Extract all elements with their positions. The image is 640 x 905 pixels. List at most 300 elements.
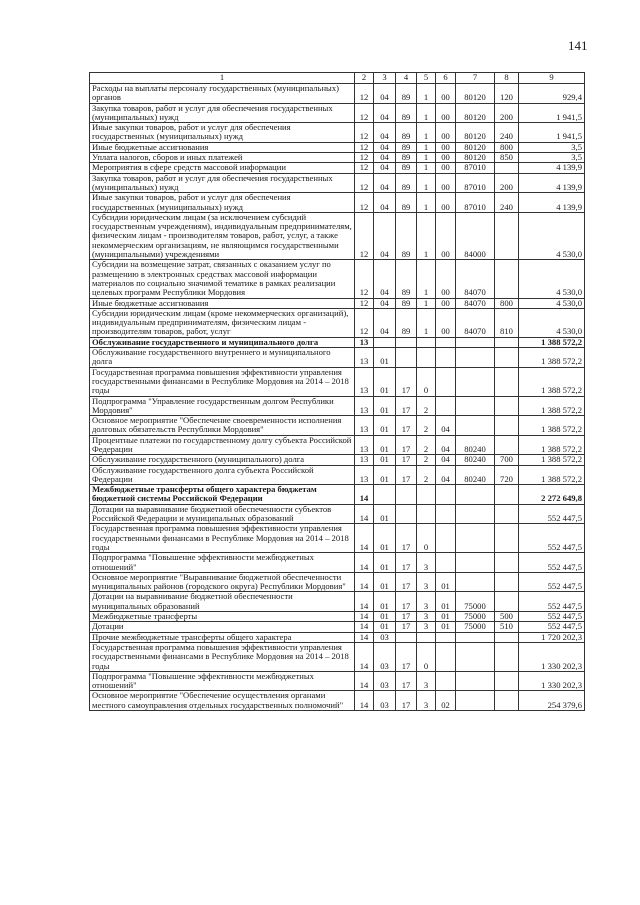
row-amount-cell: 4 139,9 (519, 173, 585, 193)
row-code-cell: 1 (417, 193, 436, 213)
row-code-cell: 04 (374, 212, 396, 259)
row-code-cell (456, 553, 495, 573)
row-name-cell: Иные закупки товаров, работ и услуг для обеспечения государственных (муниципальных) нужд (90, 193, 355, 213)
row-code-cell: 1 (417, 308, 436, 337)
row-amount-cell: 929,4 (519, 84, 585, 104)
row-code-cell (456, 632, 495, 642)
row-code-cell: 00 (436, 123, 456, 143)
table-row (90, 84, 585, 104)
column-header: 6 (436, 73, 456, 84)
row-code-cell: 3 (417, 592, 436, 612)
column-header: 8 (495, 73, 519, 84)
row-amount-cell: 1 330 202,3 (519, 671, 585, 691)
row-code-cell: 2 (417, 465, 436, 485)
row-name-cell: Субсидии на возмещение затрат, связанных с оказанием услуг по размещению в электронных средствах массовой информации материалов по социально значимой тематике в рамках реализации целевых программ Республики Мордовия (90, 260, 355, 298)
row-code-cell: 700 (495, 455, 519, 465)
row-name-cell: Закупка товаров, работ и услуг для обеспечения государственных (муниципальных) нужд (90, 173, 355, 193)
table-row (90, 298, 585, 308)
row-code-cell: 12 (355, 103, 374, 123)
row-code-cell: 80240 (456, 465, 495, 485)
table-header-row (90, 73, 585, 84)
row-name-cell: Основное мероприятие "Выравнивание бюджетной обеспеченности муниципальных районов (городского округа) Республики Мордовия" (90, 572, 355, 592)
row-code-cell: 17 (396, 572, 417, 592)
row-amount-cell: 1 720 202,3 (519, 632, 585, 642)
table-row (90, 612, 585, 622)
row-code-cell (456, 691, 495, 711)
row-code-cell: 17 (396, 524, 417, 553)
row-code-cell: 1 (417, 123, 436, 143)
table-row (90, 691, 585, 711)
row-code-cell: 1 (417, 173, 436, 193)
row-code-cell (374, 337, 396, 347)
row-code-cell: 84000 (456, 212, 495, 259)
column-header: 5 (417, 73, 436, 84)
table-row (90, 553, 585, 573)
table-row (90, 337, 585, 347)
row-code-cell (436, 504, 456, 524)
row-code-cell: 04 (374, 103, 396, 123)
table-row (90, 367, 585, 396)
row-code-cell (456, 572, 495, 592)
row-code-cell: 1 (417, 103, 436, 123)
row-code-cell: 12 (355, 173, 374, 193)
row-code-cell: 3 (417, 612, 436, 622)
row-code-cell (374, 485, 396, 505)
row-code-cell: 14 (355, 632, 374, 642)
row-code-cell: 810 (495, 308, 519, 337)
row-code-cell: 75000 (456, 622, 495, 632)
row-code-cell: 01 (374, 553, 396, 573)
row-code-cell (417, 337, 436, 347)
table-row (90, 212, 585, 259)
row-code-cell (495, 396, 519, 416)
row-code-cell (456, 348, 495, 368)
table-row (90, 504, 585, 524)
row-code-cell: 14 (355, 553, 374, 573)
row-code-cell (417, 632, 436, 642)
row-code-cell: 02 (436, 691, 456, 711)
row-code-cell (456, 504, 495, 524)
table-row (90, 260, 585, 298)
row-code-cell: 01 (374, 592, 396, 612)
row-code-cell: 01 (374, 416, 396, 436)
row-code-cell (495, 163, 519, 173)
row-code-cell: 00 (436, 298, 456, 308)
row-code-cell (396, 485, 417, 505)
row-code-cell: 240 (495, 123, 519, 143)
row-code-cell (495, 435, 519, 455)
row-code-cell: 2 (417, 416, 436, 436)
row-code-cell: 12 (355, 298, 374, 308)
row-code-cell: 13 (355, 348, 374, 368)
row-code-cell (495, 367, 519, 396)
row-code-cell: 01 (374, 367, 396, 396)
row-name-cell: Подпрограмма "Повышение эффективности межбюджетных отношений" (90, 671, 355, 691)
row-code-cell: 17 (396, 612, 417, 622)
row-code-cell: 13 (355, 337, 374, 347)
table-row (90, 173, 585, 193)
row-code-cell: 1 (417, 298, 436, 308)
row-code-cell: 17 (396, 592, 417, 612)
row-code-cell: 03 (374, 691, 396, 711)
row-code-cell (456, 367, 495, 396)
row-code-cell: 3 (417, 553, 436, 573)
row-code-cell: 2 (417, 435, 436, 455)
row-code-cell: 3 (417, 671, 436, 691)
row-code-cell: 00 (436, 84, 456, 104)
row-code-cell: 17 (396, 367, 417, 396)
row-code-cell: 01 (374, 465, 396, 485)
row-code-cell: 14 (355, 642, 374, 671)
row-code-cell (396, 337, 417, 347)
row-code-cell: 12 (355, 308, 374, 337)
row-name-cell: Основное мероприятие "Обеспечение осуществления органами местного самоуправления отдельных государственных полномочий" (90, 691, 355, 711)
row-code-cell (436, 553, 456, 573)
row-code-cell: 0 (417, 524, 436, 553)
table-row (90, 163, 585, 173)
row-amount-cell: 552 447,5 (519, 622, 585, 632)
column-header: 7 (456, 73, 495, 84)
row-name-cell: Основное мероприятие "Обеспечение своевременности исполнения долговых обязательств Республики Мордовия" (90, 416, 355, 436)
row-code-cell (495, 504, 519, 524)
row-code-cell: 13 (355, 455, 374, 465)
row-code-cell: 89 (396, 173, 417, 193)
row-code-cell: 14 (355, 622, 374, 632)
row-code-cell: 84070 (456, 260, 495, 298)
row-amount-cell: 1 388 572,2 (519, 435, 585, 455)
row-code-cell (396, 632, 417, 642)
row-code-cell (396, 348, 417, 368)
row-code-cell (495, 691, 519, 711)
row-amount-cell: 552 447,5 (519, 524, 585, 553)
row-code-cell: 89 (396, 163, 417, 173)
row-code-cell: 12 (355, 84, 374, 104)
row-name-cell: Подпрограмма "Управление государственным долгом Республики Мордовия" (90, 396, 355, 416)
row-code-cell (436, 348, 456, 368)
row-amount-cell: 552 447,5 (519, 572, 585, 592)
row-code-cell (436, 671, 456, 691)
row-code-cell: 89 (396, 260, 417, 298)
table-row (90, 123, 585, 143)
row-code-cell: 500 (495, 612, 519, 622)
column-header: 1 (90, 73, 355, 84)
row-code-cell: 04 (374, 123, 396, 143)
row-code-cell (417, 504, 436, 524)
row-amount-cell: 4 139,9 (519, 163, 585, 173)
row-name-cell: Обслуживание государственного внутреннего и муниципального долга (90, 348, 355, 368)
row-code-cell: 00 (436, 153, 456, 163)
row-code-cell: 89 (396, 193, 417, 213)
row-code-cell: 04 (436, 465, 456, 485)
row-name-cell: Мероприятия в сфере средств массовой информации (90, 163, 355, 173)
row-code-cell: 04 (374, 163, 396, 173)
row-name-cell: Процентные платежи по государственному долгу субъекта Российской Федерации (90, 435, 355, 455)
row-code-cell (495, 632, 519, 642)
column-header: 3 (374, 73, 396, 84)
table-row (90, 642, 585, 671)
row-code-cell (456, 416, 495, 436)
row-name-cell: Государственная программа повышения эффективности управления государственными финансами в Республике Мордовия на 2014 – 2018 годы (90, 367, 355, 396)
row-code-cell: 850 (495, 153, 519, 163)
row-code-cell: 00 (436, 193, 456, 213)
row-code-cell (436, 642, 456, 671)
row-code-cell: 17 (396, 455, 417, 465)
row-code-cell: 89 (396, 123, 417, 143)
row-name-cell: Дотации (90, 622, 355, 632)
row-code-cell: 04 (374, 193, 396, 213)
row-code-cell: 87010 (456, 163, 495, 173)
row-amount-cell: 254 379,6 (519, 691, 585, 711)
row-code-cell: 12 (355, 193, 374, 213)
row-name-cell: Расходы на выплаты персоналу государственных (муниципальных) органов (90, 84, 355, 104)
row-amount-cell: 552 447,5 (519, 504, 585, 524)
row-code-cell: 00 (436, 103, 456, 123)
row-code-cell: 89 (396, 103, 417, 123)
row-amount-cell: 1 388 572,2 (519, 455, 585, 465)
row-amount-cell: 3,5 (519, 142, 585, 152)
row-amount-cell: 1 330 202,3 (519, 642, 585, 671)
table-row (90, 103, 585, 123)
row-name-cell: Государственная программа повышения эффективности управления государственными финансами в Республике Мордовия на 2014 – 2018 годы (90, 642, 355, 671)
row-code-cell (495, 592, 519, 612)
row-code-cell (417, 348, 436, 368)
row-code-cell (495, 671, 519, 691)
table-row (90, 153, 585, 163)
row-name-cell: Закупка товаров, работ и услуг для обеспечения государственных (муниципальных) нужд (90, 103, 355, 123)
row-code-cell: 00 (436, 142, 456, 152)
row-amount-cell: 1 388 572,2 (519, 465, 585, 485)
row-code-cell: 04 (374, 173, 396, 193)
row-code-cell: 80120 (456, 123, 495, 143)
row-code-cell: 1 (417, 84, 436, 104)
row-code-cell: 04 (374, 153, 396, 163)
row-code-cell (495, 348, 519, 368)
budget-table (89, 72, 585, 711)
row-code-cell: 12 (355, 153, 374, 163)
row-name-cell: Субсидии юридическим лицам (кроме некоммерческих организаций), индивидуальным предпринимателям, физическим лицам - производителям товаров, работ, услуг (90, 308, 355, 337)
row-code-cell: 03 (374, 671, 396, 691)
row-code-cell: 14 (355, 524, 374, 553)
table-row (90, 455, 585, 465)
row-code-cell: 17 (396, 671, 417, 691)
row-name-cell: Обслуживание государственного долга субъекта Российской Федерации (90, 465, 355, 485)
row-code-cell: 01 (374, 455, 396, 465)
row-code-cell: 14 (355, 592, 374, 612)
row-code-cell: 200 (495, 103, 519, 123)
row-name-cell: Дотации на выравнивание бюджетной обеспеченности муниципальных образований (90, 592, 355, 612)
row-code-cell: 720 (495, 465, 519, 485)
row-code-cell: 01 (436, 612, 456, 622)
row-amount-cell: 1 941,5 (519, 103, 585, 123)
row-code-cell: 17 (396, 396, 417, 416)
row-code-cell: 04 (374, 260, 396, 298)
row-code-cell: 00 (436, 308, 456, 337)
row-code-cell (495, 260, 519, 298)
row-code-cell: 87010 (456, 173, 495, 193)
row-code-cell: 3 (417, 691, 436, 711)
row-code-cell: 13 (355, 435, 374, 455)
row-code-cell: 17 (396, 642, 417, 671)
row-code-cell: 01 (374, 622, 396, 632)
row-amount-cell: 1 388 572,2 (519, 396, 585, 416)
row-code-cell: 14 (355, 671, 374, 691)
row-name-cell: Обслуживание государственного (муниципального) долга (90, 455, 355, 465)
table-row (90, 524, 585, 553)
row-code-cell (495, 416, 519, 436)
row-code-cell (456, 524, 495, 553)
page-number: 141 (568, 38, 588, 53)
row-code-cell (495, 212, 519, 259)
table-row (90, 308, 585, 337)
row-amount-cell: 4 530,0 (519, 298, 585, 308)
row-amount-cell: 1 388 572,2 (519, 416, 585, 436)
table-row (90, 671, 585, 691)
row-code-cell: 84070 (456, 308, 495, 337)
row-code-cell: 2 (417, 455, 436, 465)
row-code-cell: 14 (355, 485, 374, 505)
row-code-cell: 04 (374, 308, 396, 337)
row-code-cell: 80120 (456, 153, 495, 163)
row-amount-cell: 1 388 572,2 (519, 348, 585, 368)
row-code-cell: 240 (495, 193, 519, 213)
row-code-cell (495, 642, 519, 671)
row-name-cell: Иные бюджетные ассигнования (90, 298, 355, 308)
row-name-cell: Обслуживание государственного и муниципального долга (90, 337, 355, 347)
table-row (90, 465, 585, 485)
row-code-cell: 510 (495, 622, 519, 632)
row-code-cell: 80240 (456, 435, 495, 455)
row-code-cell: 0 (417, 642, 436, 671)
row-code-cell (456, 671, 495, 691)
row-code-cell: 00 (436, 212, 456, 259)
row-code-cell: 1 (417, 153, 436, 163)
row-code-cell: 17 (396, 465, 417, 485)
row-name-cell: Межбюджетные трансферты общего характера бюджетам бюджетной системы Российской Федерации (90, 485, 355, 505)
row-code-cell: 04 (436, 435, 456, 455)
table-row (90, 193, 585, 213)
table-row (90, 632, 585, 642)
row-code-cell: 17 (396, 435, 417, 455)
row-code-cell: 12 (355, 163, 374, 173)
row-code-cell (436, 367, 456, 396)
row-code-cell: 3 (417, 572, 436, 592)
row-code-cell: 1 (417, 163, 436, 173)
row-code-cell: 17 (396, 622, 417, 632)
row-code-cell: 03 (374, 642, 396, 671)
row-code-cell: 14 (355, 572, 374, 592)
row-code-cell (436, 524, 456, 553)
row-code-cell: 75000 (456, 592, 495, 612)
row-name-cell: Уплата налогов, сборов и иных платежей (90, 153, 355, 163)
row-code-cell: 12 (355, 123, 374, 143)
row-code-cell: 800 (495, 142, 519, 152)
table-row (90, 435, 585, 455)
table-row (90, 485, 585, 505)
row-code-cell: 84070 (456, 298, 495, 308)
row-code-cell: 800 (495, 298, 519, 308)
row-code-cell: 17 (396, 416, 417, 436)
row-code-cell: 89 (396, 142, 417, 152)
row-code-cell: 13 (355, 396, 374, 416)
row-amount-cell: 4 530,0 (519, 260, 585, 298)
row-code-cell (436, 632, 456, 642)
row-code-cell: 04 (374, 142, 396, 152)
row-name-cell: Прочие межбюджетные трансферты общего характера (90, 632, 355, 642)
row-code-cell: 89 (396, 308, 417, 337)
row-name-cell: Государственная программа повышения эффективности управления государственными финансами в Республике Мордовия на 2014 – 2018 годы (90, 524, 355, 553)
column-header: 2 (355, 73, 374, 84)
row-code-cell: 01 (436, 572, 456, 592)
row-code-cell: 17 (396, 553, 417, 573)
row-name-cell: Субсидии юридическим лицам (за исключением субсидий государственным учреждениям), индивидуальным предпринимателям, физическим лицам - производителям товаров, работ, услуг, а также некоммерческим организациям, не являющимся государственными (муниципальными) учреждениями (90, 212, 355, 259)
row-code-cell: 3 (417, 622, 436, 632)
row-amount-cell: 4 530,0 (519, 308, 585, 337)
table-row (90, 572, 585, 592)
table-row (90, 416, 585, 436)
row-code-cell: 200 (495, 173, 519, 193)
row-code-cell: 00 (436, 163, 456, 173)
row-code-cell: 80120 (456, 103, 495, 123)
row-code-cell (396, 504, 417, 524)
row-code-cell: 89 (396, 298, 417, 308)
row-code-cell: 01 (374, 435, 396, 455)
row-code-cell: 0 (417, 367, 436, 396)
row-code-cell: 03 (374, 632, 396, 642)
row-code-cell (495, 572, 519, 592)
row-amount-cell: 552 447,5 (519, 592, 585, 612)
row-code-cell: 01 (374, 348, 396, 368)
table-row (90, 396, 585, 416)
row-name-cell: Иные бюджетные ассигнования (90, 142, 355, 152)
row-name-cell: Дотации на выравнивание бюджетной обеспеченности субъектов Российской Федерации и муниципальных образований (90, 504, 355, 524)
row-code-cell (436, 337, 456, 347)
row-name-cell: Подпрограмма "Повышение эффективности межбюджетных отношений" (90, 553, 355, 573)
row-code-cell: 75000 (456, 612, 495, 622)
row-code-cell: 12 (355, 212, 374, 259)
table-row (90, 142, 585, 152)
row-code-cell: 89 (396, 153, 417, 163)
row-amount-cell: 2 272 649,8 (519, 485, 585, 505)
row-code-cell (456, 642, 495, 671)
row-amount-cell: 1 941,5 (519, 123, 585, 143)
row-amount-cell: 3,5 (519, 153, 585, 163)
row-code-cell: 2 (417, 396, 436, 416)
row-code-cell (417, 485, 436, 505)
row-code-cell: 14 (355, 612, 374, 622)
row-code-cell (456, 485, 495, 505)
row-code-cell: 13 (355, 465, 374, 485)
row-code-cell: 04 (374, 298, 396, 308)
row-amount-cell: 552 447,5 (519, 553, 585, 573)
row-code-cell: 00 (436, 260, 456, 298)
row-code-cell: 1 (417, 142, 436, 152)
row-code-cell: 1 (417, 212, 436, 259)
row-amount-cell: 4 139,9 (519, 193, 585, 213)
row-code-cell: 01 (374, 524, 396, 553)
row-amount-cell: 1 388 572,2 (519, 367, 585, 396)
row-code-cell: 01 (374, 612, 396, 622)
row-code-cell (436, 396, 456, 416)
row-code-cell: 12 (355, 260, 374, 298)
column-header: 4 (396, 73, 417, 84)
table-row (90, 622, 585, 632)
row-code-cell (495, 524, 519, 553)
row-name-cell: Межбюджетные трансферты (90, 612, 355, 622)
table-row (90, 348, 585, 368)
column-header: 9 (519, 73, 585, 84)
row-code-cell: 87010 (456, 193, 495, 213)
row-amount-cell: 552 447,5 (519, 612, 585, 622)
